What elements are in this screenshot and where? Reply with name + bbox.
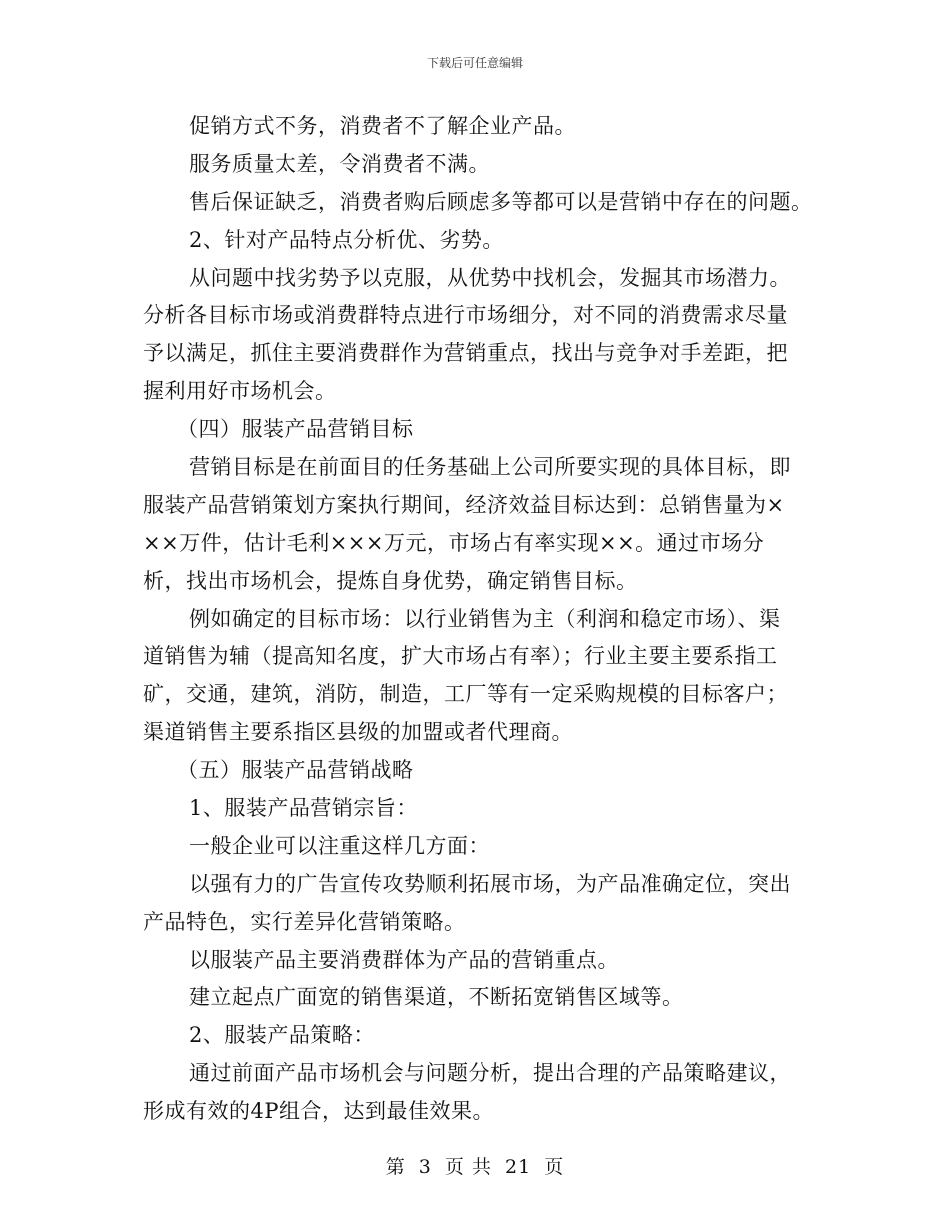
footer-suffix: 页 bbox=[544, 1156, 565, 1178]
paragraph-line: 从问题中找劣势予以克服，从优势中找机会，发掘其市场潜力。 bbox=[189, 265, 791, 290]
paragraph-line: 以服装产品主要消费群体为产品的营销重点。 bbox=[189, 947, 619, 972]
subsection-heading: 2、针对产品特点分析优、劣势。 bbox=[189, 227, 504, 252]
subsection-heading: 1、服装产品营销宗旨： bbox=[189, 796, 418, 821]
paragraph-line: 通过前面产品市场机会与问题分析，提出合理的产品策略建议， bbox=[189, 1061, 791, 1086]
paragraph-line: 析，找出市场机会，提炼自身优势，确定销售目标。 bbox=[143, 568, 638, 593]
paragraph-line: 形成有效的4P组合，达到最佳效果。 bbox=[143, 1099, 494, 1124]
paragraph-line: 矿，交通，建筑，消防，制造，工厂等有一定采购规模的目标客户； bbox=[143, 682, 788, 707]
document-body bbox=[143, 108, 813, 1131]
page-footer bbox=[0, 1152, 950, 1179]
paragraph-line: 渠道销售主要系指区县级的加盟或者代理商。 bbox=[143, 720, 573, 745]
section-heading: （四）服装产品营销目标 bbox=[177, 417, 414, 442]
paragraph-line: 一般企业可以注重这样几方面： bbox=[189, 833, 490, 858]
subsection-heading: 2、服装产品策略： bbox=[189, 1023, 375, 1048]
paragraph-line: 以强有力的广告宣传攻势顺利拓展市场，为产品准确定位，突出 bbox=[189, 871, 791, 896]
paragraph-line: 予以满足，抓住主要消费群作为营销重点，找出与竞争对手差距，把 bbox=[143, 341, 788, 366]
paragraph-line: 握利用好市场机会。 bbox=[143, 379, 337, 404]
paragraph-line: 产品特色，实行差异化营销策略。 bbox=[143, 909, 466, 934]
section-heading: （五）服装产品营销战略 bbox=[177, 758, 414, 783]
paragraph-line: 售后保证缺乏，消费者购后顾虑多等都可以是营销中存在的问题。 bbox=[189, 189, 813, 214]
current-page-number: 3 bbox=[418, 1156, 432, 1178]
paragraph-line: 分析各目标市场或消费群特点进行市场细分，对不同的消费需求尽量 bbox=[143, 303, 788, 328]
total-page-count: 21 bbox=[505, 1156, 532, 1178]
paragraph-line: 例如确定的目标市场：以行业销售为主（利润和稳定市场）、渠 bbox=[189, 606, 781, 631]
footer-mid: 页 共 bbox=[444, 1156, 492, 1178]
paragraph-line: 建立起点广面宽的销售渠道，不断拓宽销售区域等。 bbox=[189, 985, 684, 1010]
paragraph-line: 服务质量太差，令消费者不满。 bbox=[189, 151, 490, 176]
paragraph-line: 营销目标是在前面目的任务基础上公司所要实现的具体目标，即 bbox=[189, 455, 791, 480]
page-header: 下载后可任意编辑 bbox=[426, 56, 523, 70]
paragraph-line: 服装产品营销策划方案执行期间，经济效益目标达到：总销售量为× bbox=[143, 492, 785, 517]
paragraph-line: ××万件，估计毛利×××万元，市场占有率实现××。通过市场分 bbox=[143, 530, 765, 555]
footer-prefix: 第 bbox=[385, 1156, 406, 1178]
paragraph-line: 促销方式不务，消费者不了解企业产品。 bbox=[189, 114, 576, 138]
paragraph-line: 道销售为辅（提高知名度，扩大市场占有率）；行业主要主要系指工 bbox=[143, 644, 778, 669]
